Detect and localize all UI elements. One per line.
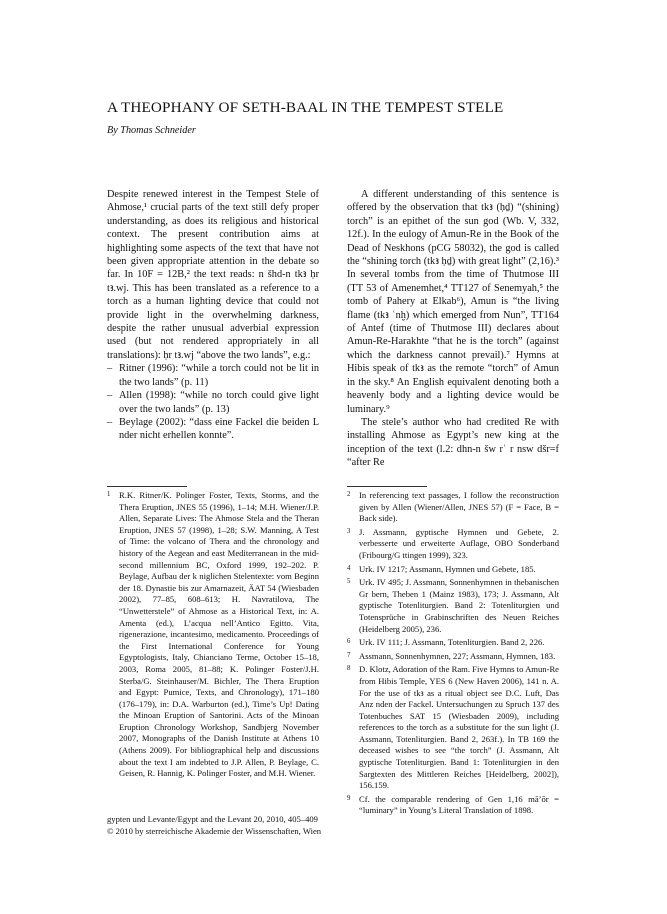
footnote-number: 8 xyxy=(347,665,351,673)
footnote-text: D. Klotz, Adoration of the Ram. Five Hymns to Amun-Re from Hibis Temple, YES 6 (New Haven 2006), 141 n. A. For the use of tkꜣ as a ritual object see D.C. Luft, Das Anz nden der Fackel. Untersuchungen zu Spruch 137 des Totenbuches SAT 15 (Wiesbaden 2009), including references to the torch as a substitute for the sun light (J. Assmann, Totenliturgien. Band 2, 263f.). In TB 169 the deceased wishes to see “the torch” (J. Assmann, Alt gyptische Totenliturgien. Band 1: Totenliturgien in den Sargtexten des Mittleren Reiches [Heidelberg, 2002]), 156.159. xyxy=(359,664,559,791)
footnote-number: 1 xyxy=(107,491,111,498)
footnote xyxy=(347,577,559,635)
footnote-rule-left xyxy=(107,486,187,487)
journal-footer xyxy=(107,813,321,837)
translation-ritner: – Ritner (1996): “while a torch could not be lit in the two lands” (p. 11) xyxy=(107,362,319,389)
footnote xyxy=(347,794,559,817)
footnote xyxy=(347,664,559,792)
footnote-number: 9 xyxy=(347,794,351,802)
footnote-number: 6 xyxy=(347,638,351,646)
translation-allen: – Allen (1998): “while no torch could give light over the two lands” (p. 13) xyxy=(107,389,319,416)
footnote-text: Urk. IV 111; J. Assmann, Totenliturgien. Band 2, 226. xyxy=(359,637,545,648)
author-byline: By Thomas Schneider xyxy=(107,125,196,136)
copyright-line: © 2010 by sterreichische Akademie der Wissenschaften, Wien xyxy=(107,826,322,836)
footnote-number: 7 xyxy=(347,651,351,659)
footnotes-left xyxy=(107,490,319,782)
author-paragraph: The stele’s author who had credited Re with installing Ahmose as Egypt’s new king at the inception of the text (l.2: dhn-n šw rʿ r nsw dšr=f “after Re xyxy=(347,416,559,469)
intro-paragraph: Despite renewed interest in the Tempest Stele of Ahmose,¹ crucial parts of the text still defy proper understanding, as does its religious and historical context. The present contribution aims at highlighting some aspects of the text that have not been given appropriate attention in the debate so far. In 10F = 12B,² the text reads: n šhd-n tkꜣ ḥr tꜣ.wj. This has been translated as a reference to a torch as a human lighting device that could not provide light in the overwhelming darkness, despite the rather unusual adverbial expression used (but not rendered appropriately in all translations): ḥr tꜣ.wj “above the two lands”, e.g.: xyxy=(107,189,319,361)
footnote-text: R.K. Ritner/K. Polinger Foster, Texts, Storms, and the Thera Eruption, JNES 55 (1996), 1–14; M.H. Wiener/J.P. Allen, Separate Lives: The Ahmose Stela and the Theran Eruption, JNES 57 (1998), 1–28; S.W. Manning, A Test of Time: the volcano of Thera and the chronology and history of the Aegean and east Mediterranean in the mid-second millennium BC, Oxford 1999, 192–202. P. Beylage, Aufbau der k niglichen Stelentexte: vom Beginn der 18. Dynastie bis zur Amarnazeit, ÄAT 54 (Wiesbaden 2002), 77–85, 608–613; H. Navratilova, The “Unwetterstele” of Ahmose as a Historical Text, in: A. Amenta (ed.), L’acqua nell’Antico Egitto. Vita, rigenerazione, incantesimo, medicamento. Proceedings of the First International Conference for Young Egyptologists, Italy, Chianciano Terme, October 15–18, 2003, Roma 2005, 81–88; K. Polinger Foster/J.H. Sterba/G. Steinhauser/M. Bichler, The Thera Eruption and Egypt: Pumice, Texts, and Chronology), 171–180 (176–179), in: D.A. Warburton (ed.), Time’s Up! Dating the Minoan Eruption of Santorini. Acts of the Minoan Eruption Chronology Workshop, Sandbjerg November 2007, Monographs of the Danish Institute at Athens 10 (Athens 2009). For bibliographical help and discussions about the text I am indebted to J.P. Allen, P. Beylage, C. Geisen, R. Hannig, K. Polinger Foster, and M.H. Wiener. xyxy=(119,490,319,779)
footnote xyxy=(347,527,559,562)
footnote-text: In referencing text passages, I follow the reconstruction given by Allen (Wiener/Allen, JNES 57) (F = Face, B = Back side). xyxy=(359,490,559,524)
footnote-number: 2 xyxy=(347,491,351,498)
journal-citation: gypten und Levante/Egypt and the Levant 20, 2010, 405–409 xyxy=(107,814,318,824)
translation-list xyxy=(107,362,319,442)
footnote-text: J. Assmann, gyptische Hymnen und Gebete, 2. verbesserte und erweiterte Auflage, OBO Sonderband (Fribourg/G ttingen 1999), 323. xyxy=(359,526,559,560)
footnote xyxy=(347,651,559,663)
footnote-text: Urk. IV 1217; Assmann, Hymnen und Gebete, 185. xyxy=(359,563,536,574)
body-column-right xyxy=(347,188,559,470)
footnote xyxy=(347,490,559,525)
footnote-text: Cf. the comparable rendering of Gen 1,16 mā’ōr = “luminary” in Young’s Literal Translation of 1898. xyxy=(359,793,559,816)
footnote-text: Urk. IV 495; J. Assmann, Sonnenhymnen in thebanischen Gr bern, Theben 1 (Mainz 1983), 173; J. Assmann, Alt gyptische Totenliturgien. Band 2: Totenliturgien und Totensprüche in Grabinschriften des Neuen Reiches (Heidelberg 2005), 236. xyxy=(359,577,559,634)
footnote-text: Assmann, Sonnenhymnen, 227; Assmann, Hymnen, 183. xyxy=(359,650,556,661)
footnotes-right xyxy=(347,490,559,819)
translation-beylage: – Beylage (2002): “dass eine Fackel die beiden L nder nicht erhellen konnte”. xyxy=(107,416,319,443)
footnote-number: 5 xyxy=(347,578,351,586)
footnote xyxy=(347,564,559,576)
article-title: A THEOPHANY OF SETH-BAAL IN THE TEMPEST STELE xyxy=(107,99,504,116)
footnote-number: 4 xyxy=(347,564,351,572)
footnote-number: 3 xyxy=(347,527,351,535)
footnote xyxy=(347,637,559,649)
footnote xyxy=(107,490,319,780)
body-column-left xyxy=(107,188,319,443)
torch-paragraph: A different understanding of this sentence is offered by the observation that tkꜣ (ḥḏ) “(shining) torch” is an epithet of the sun god (Wb. V, 332, 12f.). In the eulogy of Amun-Re in the Book of the Dead of Neskhons (pCG 58032), the god is called the “shining torch (tkꜣ ḥḏ) with great light” (2,16).³ In several tombs from the time of Thutmose III (TT 53 of Amenemhet,⁴ TT127 of Senemyah,⁵ the tomb of Pahery at Elkab⁶), Amun is “the living flame (tkꜣ ʿnḫ) which emerged from Nun”, TT164 of Antef (time of Thutmose III) declares about Amun-Re-Harakhte “that he is the torch” (against which the darkness cannot prevail).⁷ Hymns at Hibis speak of tkꜣ as the remote “torch” of Amun in the sky.⁸ An English equivalent denoting both a heavenly body and a lighting device would be luminary.⁹ xyxy=(347,189,559,415)
footnote-rule-right xyxy=(347,486,427,487)
